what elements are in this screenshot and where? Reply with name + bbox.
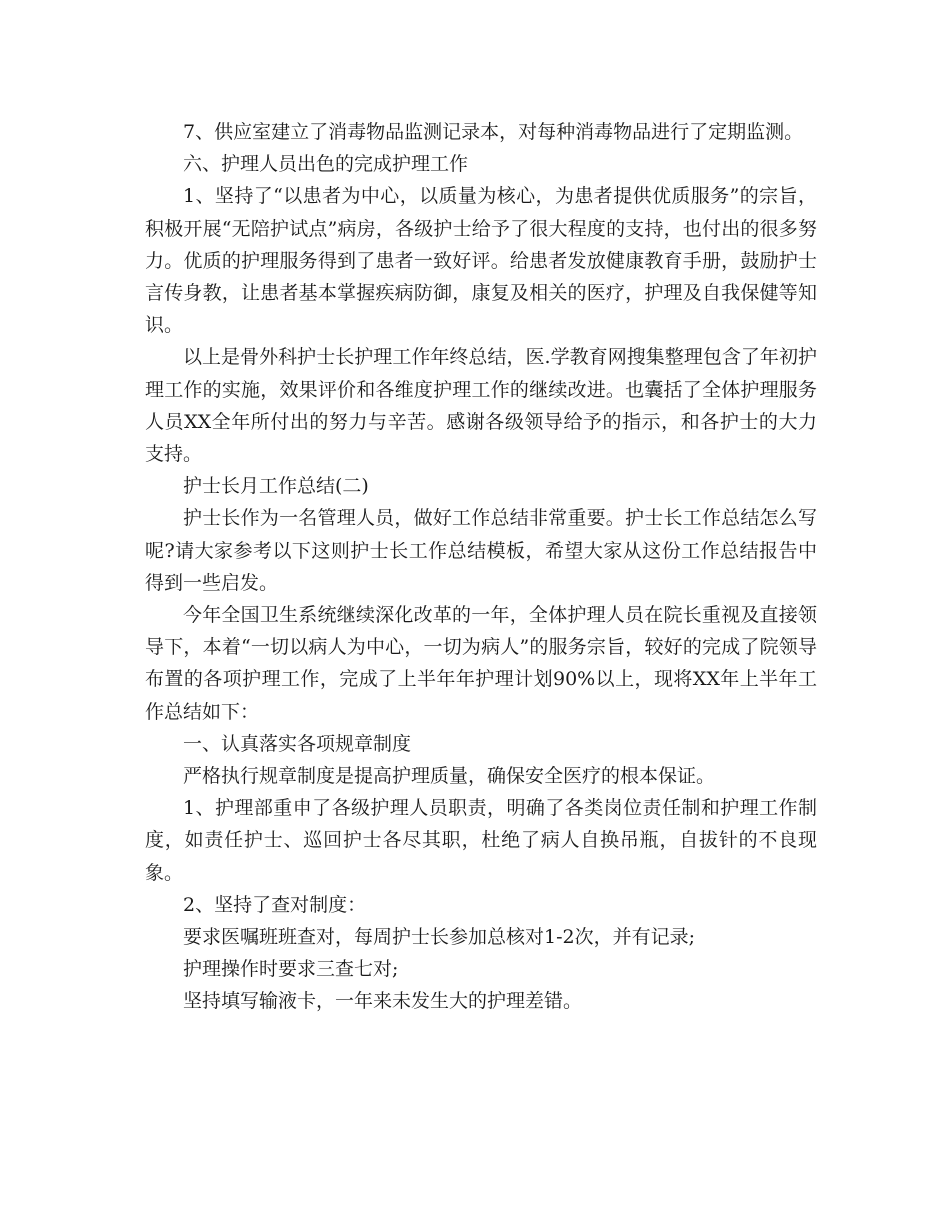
paragraph-summary-conclusion: 以上是骨外科护士长护理工作年终总结，医.学教育网搜集整理包含了年初护理工作的实施，效果评价和各维度护理工作的继续改进。也囊括了全体护理服务人员XX全年所付出的努力与辛苦。感谢各级领导给予的指示，和各护士的大力支持。 [145,346,817,466]
paragraph-year-overview: 今年全国卫生系统继续深化改革的一年，全体护理人员在院长重视及直接领导下，本着“一切以病人为中心，一切为病人”的服务宗旨，较好的完成了院领导布置的各项护理工作，完成了上半年年护理计划90%以上，现将XX年上半年工作总结如下： [145,604,817,723]
paragraph-orders-check: 要求医嘱班班查对，每周护士长参加总核对1-2次，并有记录; [183,926,695,949]
paragraph-rules: 严格执行规章制度是提高护理质量，确保安全医疗的根本保证。 [183,765,716,788]
paragraph-infusion-card: 坚持填写输液卡，一年来未发生大的护理差错。 [183,990,583,1013]
document-body [145,116,817,1018]
paragraph-operation-check: 护理操作时要求三查七对; [183,958,399,981]
paragraph-supply-room: 7、供应室建立了消毒物品监测记录本，对每种消毒物品进行了定期监测。 [183,121,804,143]
paragraph-check-system: 2、坚持了查对制度： [183,893,367,916]
paragraph-duties: 1、护理部重申了各级护理人员职责，明确了各类岗位责任制和护理工作制度，如责任护士、巡回护士各尽其职，杜绝了病人自换吊瓶，自拔针的不良现象。 [145,797,817,884]
heading-section-one: 一、认真落实各项规章制度 [183,732,412,755]
paragraph-patient-centered: 1、坚持了“以患者为中心，以质量为核心，为患者提供优质服务”的宗旨，积极开展“无陪护试点”病房，各级护士给予了很大程度的支持，也付出的很多努力。优质的护理服务得到了患者一致好评。给患者发放健康教育手册，鼓励护士言传身教，让患者基本掌握疾病防御，康复及相关的医疗，护理及自我保健等知识。 [145,185,817,337]
paragraph-intro: 护士长作为一名管理人员，做好工作总结非常重要。护士长工作总结怎么写呢?请大家参考以下这则护士长工作总结模板，希望大家从这份工作总结报告中得到一些启发。 [145,507,817,594]
heading-monthly-summary-two: 护士长月工作总结(二) [183,475,369,498]
heading-section-six: 六、护理人员出色的完成护理工作 [183,153,469,176]
